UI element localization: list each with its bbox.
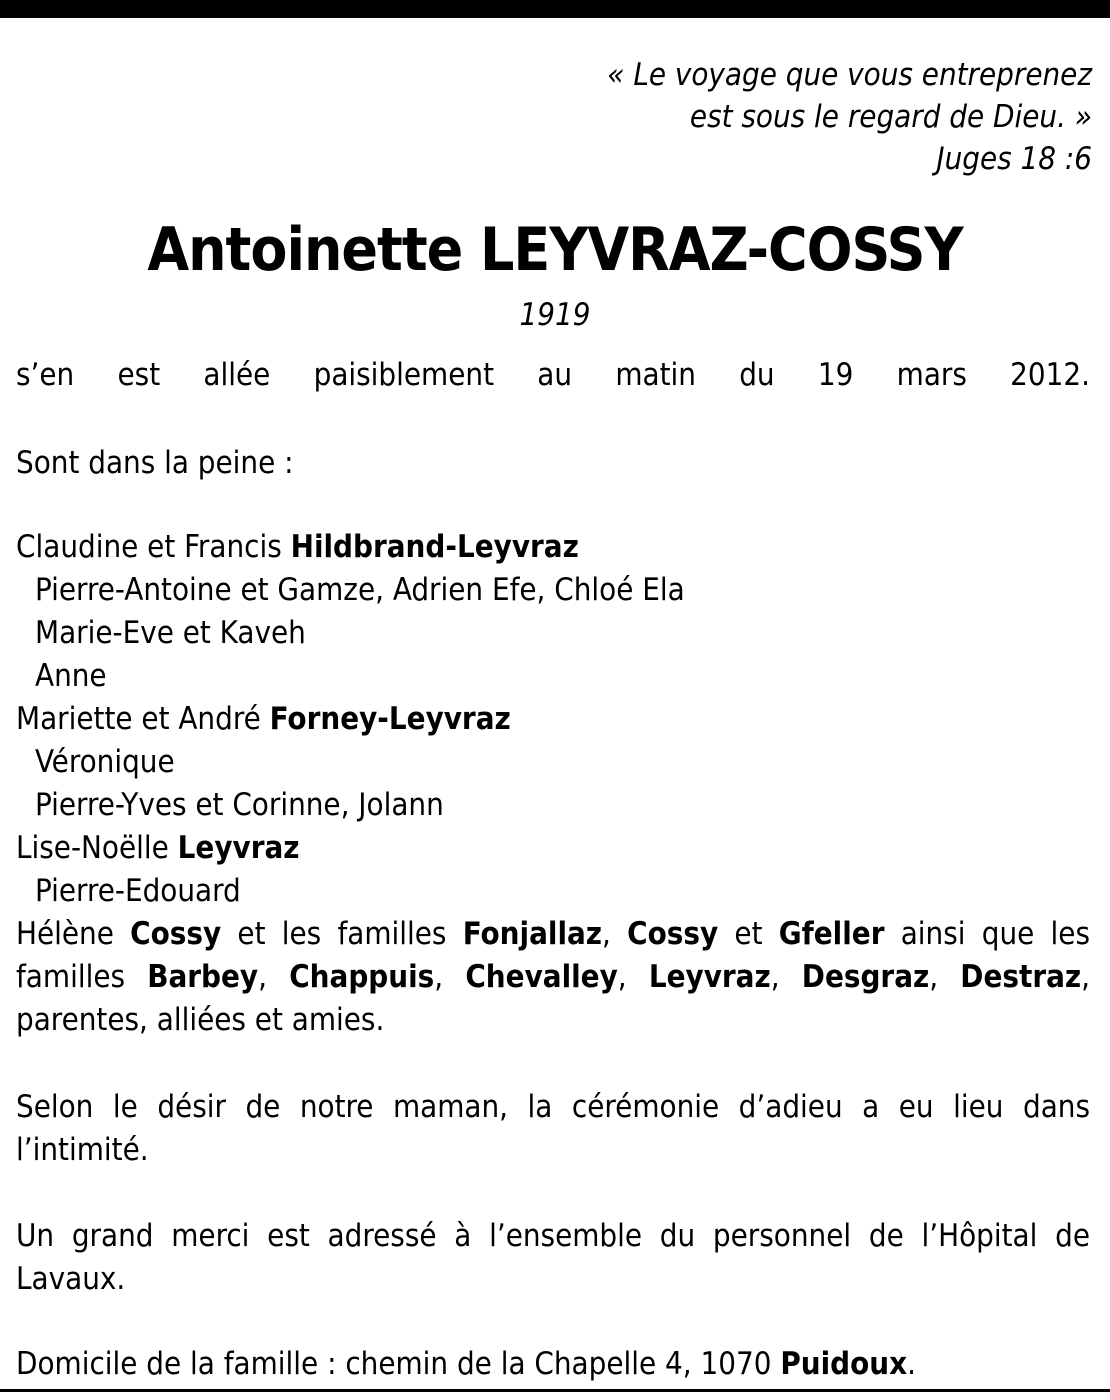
family-group-1-child: Marie-Eve et Kaveh [35,615,306,651]
ceremony-paragraph: Selon le désir de notre maman, la cérémonie d’adieu a eu lieu dans l’intimité. [16,1089,1090,1168]
family-surname: Fonjallaz [462,916,603,952]
epigraph-reference: Juges 18 :6 [936,141,1092,177]
extended-text: et [718,916,779,952]
bottom-border [0,1389,1110,1392]
family-group-2 [16,698,1090,741]
extended-text: et les familles [221,916,463,952]
family-group-2-child: Pierre-Yves et Corinne, Jolann [35,787,444,823]
deceased-name: Antoinette LEYVRAZ-COSSY [147,215,963,285]
epigraph [607,54,1092,180]
epigraph-line-1: « Le voyage que vous entreprenez [607,57,1092,93]
family-group-1-child: Pierre-Antoine et Gamze, Adrien Efe, Chloé Ela [35,572,685,608]
family-list [16,526,1090,1042]
family-group-2-names: Mariette et André [16,701,270,737]
extended-text: , [770,959,802,995]
family-surname: Cossy [130,916,222,952]
extended-text: , [258,959,290,995]
top-border [0,0,1110,18]
epigraph-line-2: est sous le regard de Dieu. » [689,99,1092,135]
family-surname: Chappuis [289,959,435,995]
domicile-address: Domicile de la famille : chemin de la Chapelle 4, 1070 [16,1346,781,1382]
extended-text: , [602,916,628,952]
extended-text: ainsi que les familles [16,916,1090,995]
extended-text: Hélène [16,916,131,952]
extended-text: , [434,959,466,995]
family-surname: Cossy [627,916,719,952]
family-surname: Gfeller [778,916,885,952]
extended-text: , [929,959,961,995]
family-group-1 [16,526,1090,569]
family-surname: Destraz [960,959,1082,995]
family-surname: Desgraz [801,959,930,995]
family-surname: Barbey [147,959,259,995]
announcement: s’en est allée paisiblement au matin du 19 mars 2012. [16,357,1090,393]
family-group-1-child: Anne [35,658,107,694]
birth-year: 1919 [519,297,591,333]
mourners-intro: Sont dans la peine : [16,445,294,481]
extended-text: , [617,959,649,995]
family-group-3-names: Lise-Noëlle [16,830,178,866]
domicile-suffix: . [907,1346,916,1382]
family-group-1-surname: Hildbrand-Leyvraz [290,529,579,565]
family-group-3 [16,827,1090,870]
family-surname: Chevalley [465,959,618,995]
family-group-1-names: Claudine et Francis [16,529,291,565]
family-group-3-surname: Leyvraz [177,830,300,866]
family-surname: Leyvraz [648,959,771,995]
family-domicile [16,1343,1090,1386]
family-group-2-surname: Forney-Leyvraz [269,701,511,737]
family-group-3-child: Pierre-Edouard [35,873,241,909]
domicile-town: Puidoux [780,1346,908,1382]
extended-families [16,913,1090,1042]
family-group-2-child: Véronique [35,744,175,780]
thanks-paragraph: Un grand merci est adressé à l’ensemble du personnel de l’Hôpital de Lavaux. [16,1218,1090,1297]
extended-text: , parentes, alliées et amies. [16,959,1090,1038]
